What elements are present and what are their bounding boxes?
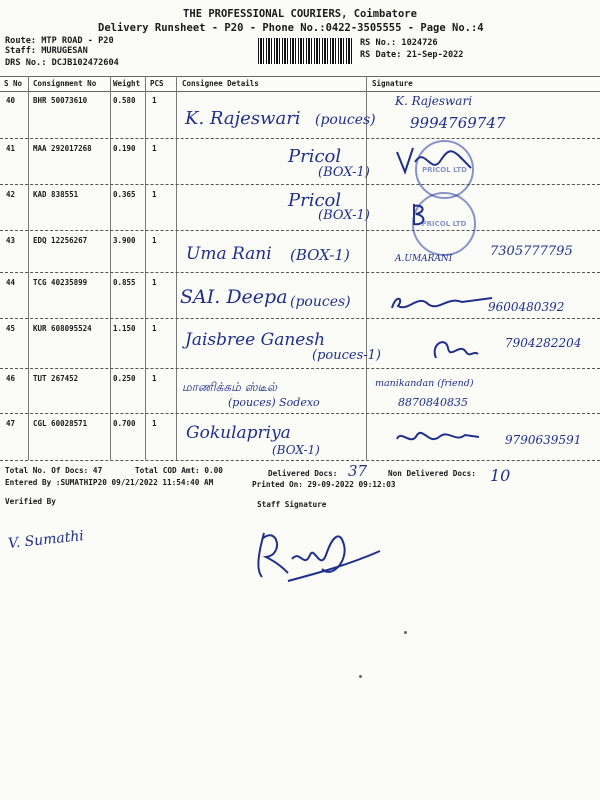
consignee-name: K. Rajeswari: [185, 108, 301, 129]
rs-date: RS Date: 21-Sep-2022: [360, 50, 464, 60]
staff-label: Staff: MURUGESAN: [5, 46, 88, 56]
total-cod: Total COD Amt: 0.00: [135, 466, 223, 475]
rs-number: RS No.: 1024726: [360, 38, 438, 48]
packing-note: (pouces): [290, 294, 351, 310]
consignment-number: MAA 292017268: [33, 144, 92, 153]
staff-signature-label: Staff Signature: [257, 500, 327, 509]
consignee-name: Pricol: [288, 146, 342, 167]
pieces: 1: [152, 324, 157, 333]
table-row: [0, 318, 600, 369]
serial-number: 43: [6, 236, 16, 245]
weight: 1.150: [113, 324, 136, 333]
column-header: PCS: [150, 79, 164, 88]
entered-by: Entered By :SUMATHIP20 09/21/2022 11:54:40 AM: [5, 478, 214, 487]
receiver-phone: 9600480392: [488, 300, 565, 314]
receiver-phone: 9994769747: [410, 114, 506, 132]
pieces: 1: [152, 96, 157, 105]
consignment-number: TUT 267452: [33, 374, 79, 383]
serial-number: 47: [6, 419, 16, 428]
pieces: 1: [152, 374, 157, 383]
table-row: [0, 184, 600, 231]
weight: 3.900: [113, 236, 136, 245]
weight: 0.250: [113, 374, 136, 383]
table-row: [0, 368, 600, 414]
receiver-signature-scribble: [388, 290, 498, 316]
column-header: Consignee Details: [182, 79, 259, 88]
table-row: [0, 138, 600, 185]
stamp-text: PRICOL LTD: [422, 165, 467, 174]
consignment-number: KUR 608095524: [33, 324, 92, 333]
weight: 0.365: [113, 190, 136, 199]
serial-number: 45: [6, 324, 16, 333]
receiver-signature-scribble: [393, 425, 483, 449]
delivered-count: 37: [348, 462, 368, 480]
packing-note: (pouces-1): [312, 348, 381, 363]
printed-on: Printed On: 29-09-2022 09:12:03: [252, 480, 396, 489]
column-header: Weight: [113, 79, 141, 88]
packing-note: (BOX-1): [272, 443, 320, 457]
serial-number: 42: [6, 190, 16, 199]
consignment-number: BHR 50073610: [33, 96, 88, 105]
receiver-phone: 7904282204: [505, 336, 582, 350]
consignee-name: Uma Rani: [186, 244, 272, 264]
consignee-name: Pricol: [288, 190, 342, 211]
serial-number: 46: [6, 374, 16, 383]
receiver-signature: manikandan (friend): [375, 378, 474, 389]
serial-number: 40: [6, 96, 16, 105]
receiver-signature-scribble: [430, 334, 480, 364]
pieces: 1: [152, 278, 157, 287]
weight: 0.700: [113, 419, 136, 428]
pieces: 1: [152, 419, 157, 428]
verifier-signature: V. Sumathi: [7, 528, 85, 552]
packing-note: (pouces): [315, 112, 376, 128]
scan-speck: [404, 631, 407, 634]
pieces: 1: [152, 144, 157, 153]
table-row: [0, 413, 600, 461]
consignment-number: EDQ 12256267: [33, 236, 88, 245]
weight: 0.580: [113, 96, 136, 105]
verified-by-label: Verified By: [5, 497, 56, 506]
consignee-name: மாணிக்கம் ஸ்டீல்: [182, 380, 277, 394]
non-delivered-label: Non Delivered Docs:: [388, 469, 476, 478]
delivered-label: Delivered Docs:: [268, 469, 338, 478]
pieces: 1: [152, 236, 157, 245]
receiver-signature: K. Rajeswari: [395, 94, 473, 108]
scan-speck: [359, 675, 362, 678]
column-header: Consignment No: [33, 79, 97, 88]
column-header: Signature: [372, 79, 413, 88]
drs-number: DRS No.: DCJB102472604: [5, 58, 119, 68]
receiver-phone: 7305777795: [490, 244, 573, 259]
company-stamp: [415, 140, 474, 199]
company-title: THE PROFESSIONAL COURIERS, Coimbatore: [183, 8, 417, 20]
table-row: [0, 90, 600, 139]
runsheet-header: Delivery Runsheet - P20 - Phone No.:0422-3505555 - Page No.:4: [98, 22, 484, 34]
receiver-phone: 9790639591: [505, 433, 582, 447]
pieces: 1: [152, 190, 157, 199]
packing-note: (BOX-1): [318, 208, 370, 223]
non-delivered-count: 10: [490, 466, 511, 485]
serial-number: 44: [6, 278, 16, 287]
route-label: Route: MTP ROAD - P20: [5, 36, 114, 46]
consignment-number: TCG 40235899: [33, 278, 88, 287]
total-docs: Total No. Of Docs: 47: [5, 466, 103, 475]
table-row: [0, 230, 600, 273]
weight: 0.855: [113, 278, 136, 287]
consignment-number: KAD 838551: [33, 190, 79, 199]
packing-note: (BOX-1): [318, 165, 370, 180]
barcode: [258, 38, 353, 64]
consignee-name: SAI. Deepa: [180, 286, 288, 308]
weight: 0.190: [113, 144, 136, 153]
stamp-text: PRICOL LTD: [421, 220, 467, 228]
table-row: [0, 272, 600, 319]
packing-note: (BOX-1): [290, 246, 350, 264]
serial-number: 41: [6, 144, 16, 153]
staff-signature-scribble: [248, 515, 388, 590]
receiver-phone: 8870840835: [398, 396, 468, 409]
consignment-number: CGL 60028571: [33, 419, 88, 428]
packing-note: (pouces) Sodexo: [228, 396, 320, 409]
receiver-signature: A.UMARANI: [395, 254, 453, 264]
consignee-name: Jaisbree Ganesh: [185, 330, 326, 350]
consignee-name: Gokulapriya: [186, 423, 291, 443]
column-header: S No: [4, 79, 23, 88]
